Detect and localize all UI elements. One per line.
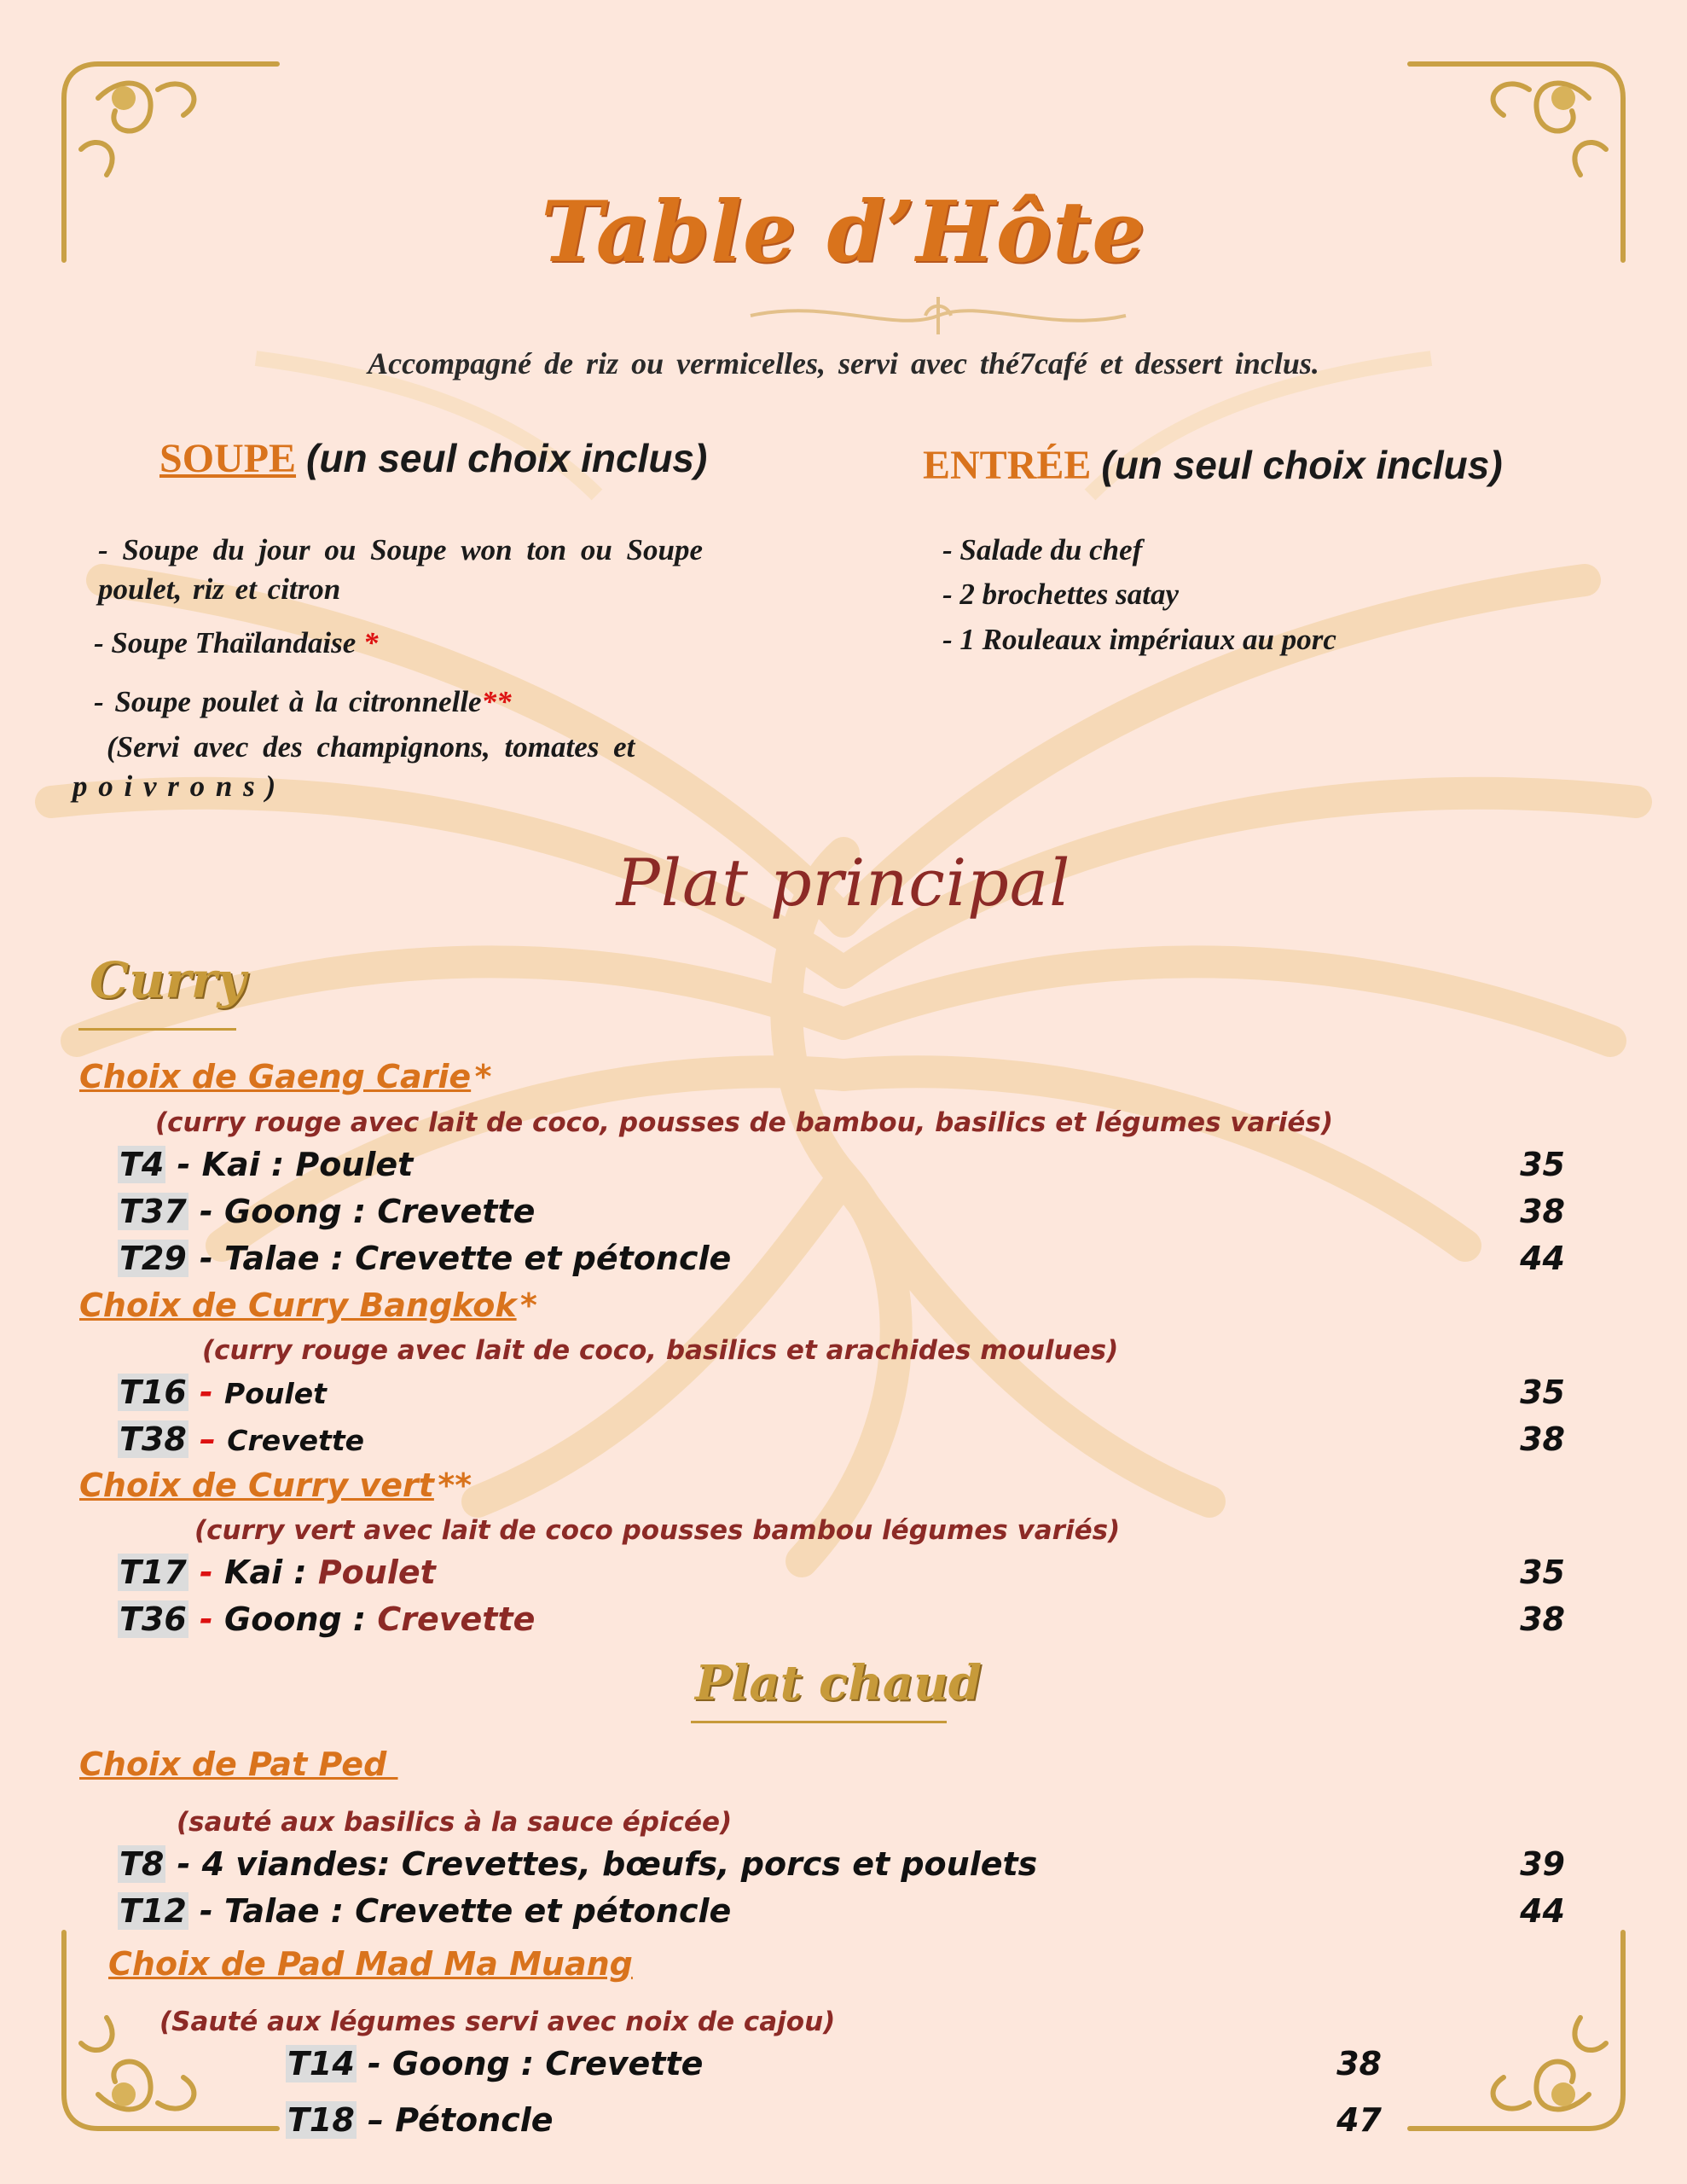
category-pad-mad-ma-muang: [108, 1945, 633, 1983]
curry-underline: [78, 1028, 236, 1031]
plat-chaud-underline: [691, 1721, 947, 1723]
soupe-line-2: poulet, riz et citron: [98, 572, 341, 606]
menu-item: T8 - 4 viandes: Crevettes, bœufs, porcs et poulets: [119, 1845, 1038, 1883]
spicy-mark: *: [363, 626, 379, 659]
category-title: Choix de Pad Mad Ma Muang: [108, 1945, 633, 1983]
menu-item: T18 – Pétoncle: [287, 2101, 554, 2139]
category-title: Choix de Curry vert: [79, 1467, 434, 1504]
category-desc: (sauté aux basilics à la sauce épicée): [177, 1807, 733, 1838]
entree-item: - Salade du chef: [942, 533, 1143, 566]
item-name: Kai : Poulet: [201, 1146, 414, 1183]
menu-item: T38 – Crevette: [119, 1420, 364, 1458]
category-title: Choix de Gaeng Carie: [79, 1058, 472, 1095]
item-name: Poulet: [224, 1377, 327, 1410]
subtitle: Accompagné de riz ou vermicelles, servi avec thé7café et dessert inclus.: [368, 346, 1319, 380]
soupe-line-6: p o i v r o n s ): [72, 770, 278, 803]
soupe-thai: - Soupe Thaïlandaise: [94, 626, 357, 659]
menu-item: T14 - Goong : Crevette: [287, 2045, 704, 2082]
category-curry-bangkok: [79, 1287, 537, 1324]
category-desc: (curry vert avec lait de coco pousses bambou légumes variés): [194, 1515, 1121, 1546]
plat-principal-heading: Plat principal: [616, 845, 1071, 921]
item-name-fr: Crevette: [377, 1600, 536, 1638]
item-code: T18: [287, 2101, 355, 2139]
item-name: Kai :: [224, 1554, 318, 1591]
item-name-fr: Poulet: [317, 1554, 436, 1591]
item-name: Talae : Crevette et pétoncle: [224, 1892, 732, 1930]
category-title: Choix de Curry Bangkok: [79, 1287, 517, 1324]
item-code: T29: [119, 1240, 187, 1277]
soupe-heading: [159, 435, 707, 482]
menu-item: T12 - Talae : Crevette et pétoncle: [119, 1892, 732, 1930]
item-price: 39: [1520, 1845, 1565, 1883]
item-price: 44: [1520, 1892, 1565, 1930]
title-flourish: [742, 290, 1134, 341]
item-price: 38: [1520, 1193, 1565, 1230]
category-pat-ped: [79, 1745, 398, 1783]
category-gaeng-carie: [79, 1058, 492, 1095]
menu-item: T17 - Kai : Poulet: [119, 1554, 436, 1591]
curry-heading: Curry: [90, 951, 246, 1009]
category-desc: (curry rouge avec lait de coco, pousses de bambou, basilics et légumes variés): [155, 1107, 1334, 1138]
spicy-mark: **: [481, 685, 512, 718]
item-price: 35: [1520, 1374, 1565, 1411]
item-name: Crevette: [227, 1424, 364, 1457]
item-code: T8: [119, 1845, 165, 1883]
menu-item: T37 - Goong : Crevette: [119, 1193, 536, 1230]
menu-item: T16 - Poulet: [119, 1374, 327, 1411]
item-name: Goong : Crevette: [392, 2045, 704, 2082]
item-price: 35: [1520, 1554, 1565, 1591]
item-name: Goong :: [224, 1600, 378, 1638]
entree-item: - 1 Rouleaux impériaux au porc: [942, 623, 1336, 656]
soupe-label: SOUPE: [159, 436, 297, 481]
plat-chaud-heading: Plat chaud: [695, 1655, 982, 1711]
menu-item: T4 - Kai : Poulet: [119, 1146, 414, 1183]
page-title: Table d’Hôte: [541, 183, 1146, 282]
category-title: Choix de Pat Ped: [79, 1745, 398, 1783]
soupe-citronnelle: - Soupe poulet à la citronnelle: [94, 685, 482, 718]
item-code: T16: [119, 1374, 187, 1411]
menu-item: T36 - Goong : Crevette: [119, 1600, 536, 1638]
item-code: T38: [119, 1420, 187, 1458]
item-price: 35: [1520, 1146, 1565, 1183]
category-curry-vert: [79, 1467, 472, 1504]
item-code: T14: [287, 2045, 355, 2082]
item-price: 44: [1520, 1240, 1565, 1277]
item-name: Pétoncle: [395, 2101, 554, 2139]
item-price: 38: [1336, 2045, 1382, 2082]
spicy-mark: **: [438, 1467, 472, 1504]
item-price: 47: [1336, 2101, 1382, 2139]
entree-item: - 2 brochettes satay: [942, 578, 1180, 611]
item-name: Goong : Crevette: [224, 1193, 536, 1230]
soupe-line-3: [94, 624, 379, 663]
item-name: Talae : Crevette et pétoncle: [224, 1240, 732, 1277]
soupe-note: (un seul choix inclus): [306, 436, 708, 480]
item-code: T17: [119, 1554, 187, 1591]
spicy-mark: *: [474, 1058, 492, 1095]
soupe-line-5: (Servi avec des champignons, tomates et: [107, 730, 635, 764]
entree-label: ENTRÉE: [923, 443, 1092, 488]
item-code: T12: [119, 1892, 187, 1930]
category-desc: (curry rouge avec lait de coco, basilics et arachides moulues): [202, 1335, 1119, 1366]
entree-heading: [923, 442, 1503, 489]
entree-note: (un seul choix inclus): [1101, 443, 1503, 487]
item-code: T36: [119, 1600, 187, 1638]
item-price: 38: [1520, 1420, 1565, 1458]
soupe-line-4: [94, 682, 512, 722]
soupe-line-1: - Soupe du jour ou Soupe won ton ou Soupe: [98, 533, 704, 566]
item-price: 38: [1520, 1600, 1565, 1638]
item-name: 4 viandes: Crevettes, bœufs, porcs et poulets: [201, 1845, 1038, 1883]
item-code: T4: [119, 1146, 165, 1183]
category-desc: (Sauté aux légumes servi avec noix de cajou): [159, 2007, 836, 2037]
corner-ornament-bottom-right: [1401, 1907, 1640, 2146]
item-code: T37: [119, 1193, 187, 1230]
spicy-mark: *: [520, 1287, 537, 1324]
menu-item: T29 - Talae : Crevette et pétoncle: [119, 1240, 732, 1277]
